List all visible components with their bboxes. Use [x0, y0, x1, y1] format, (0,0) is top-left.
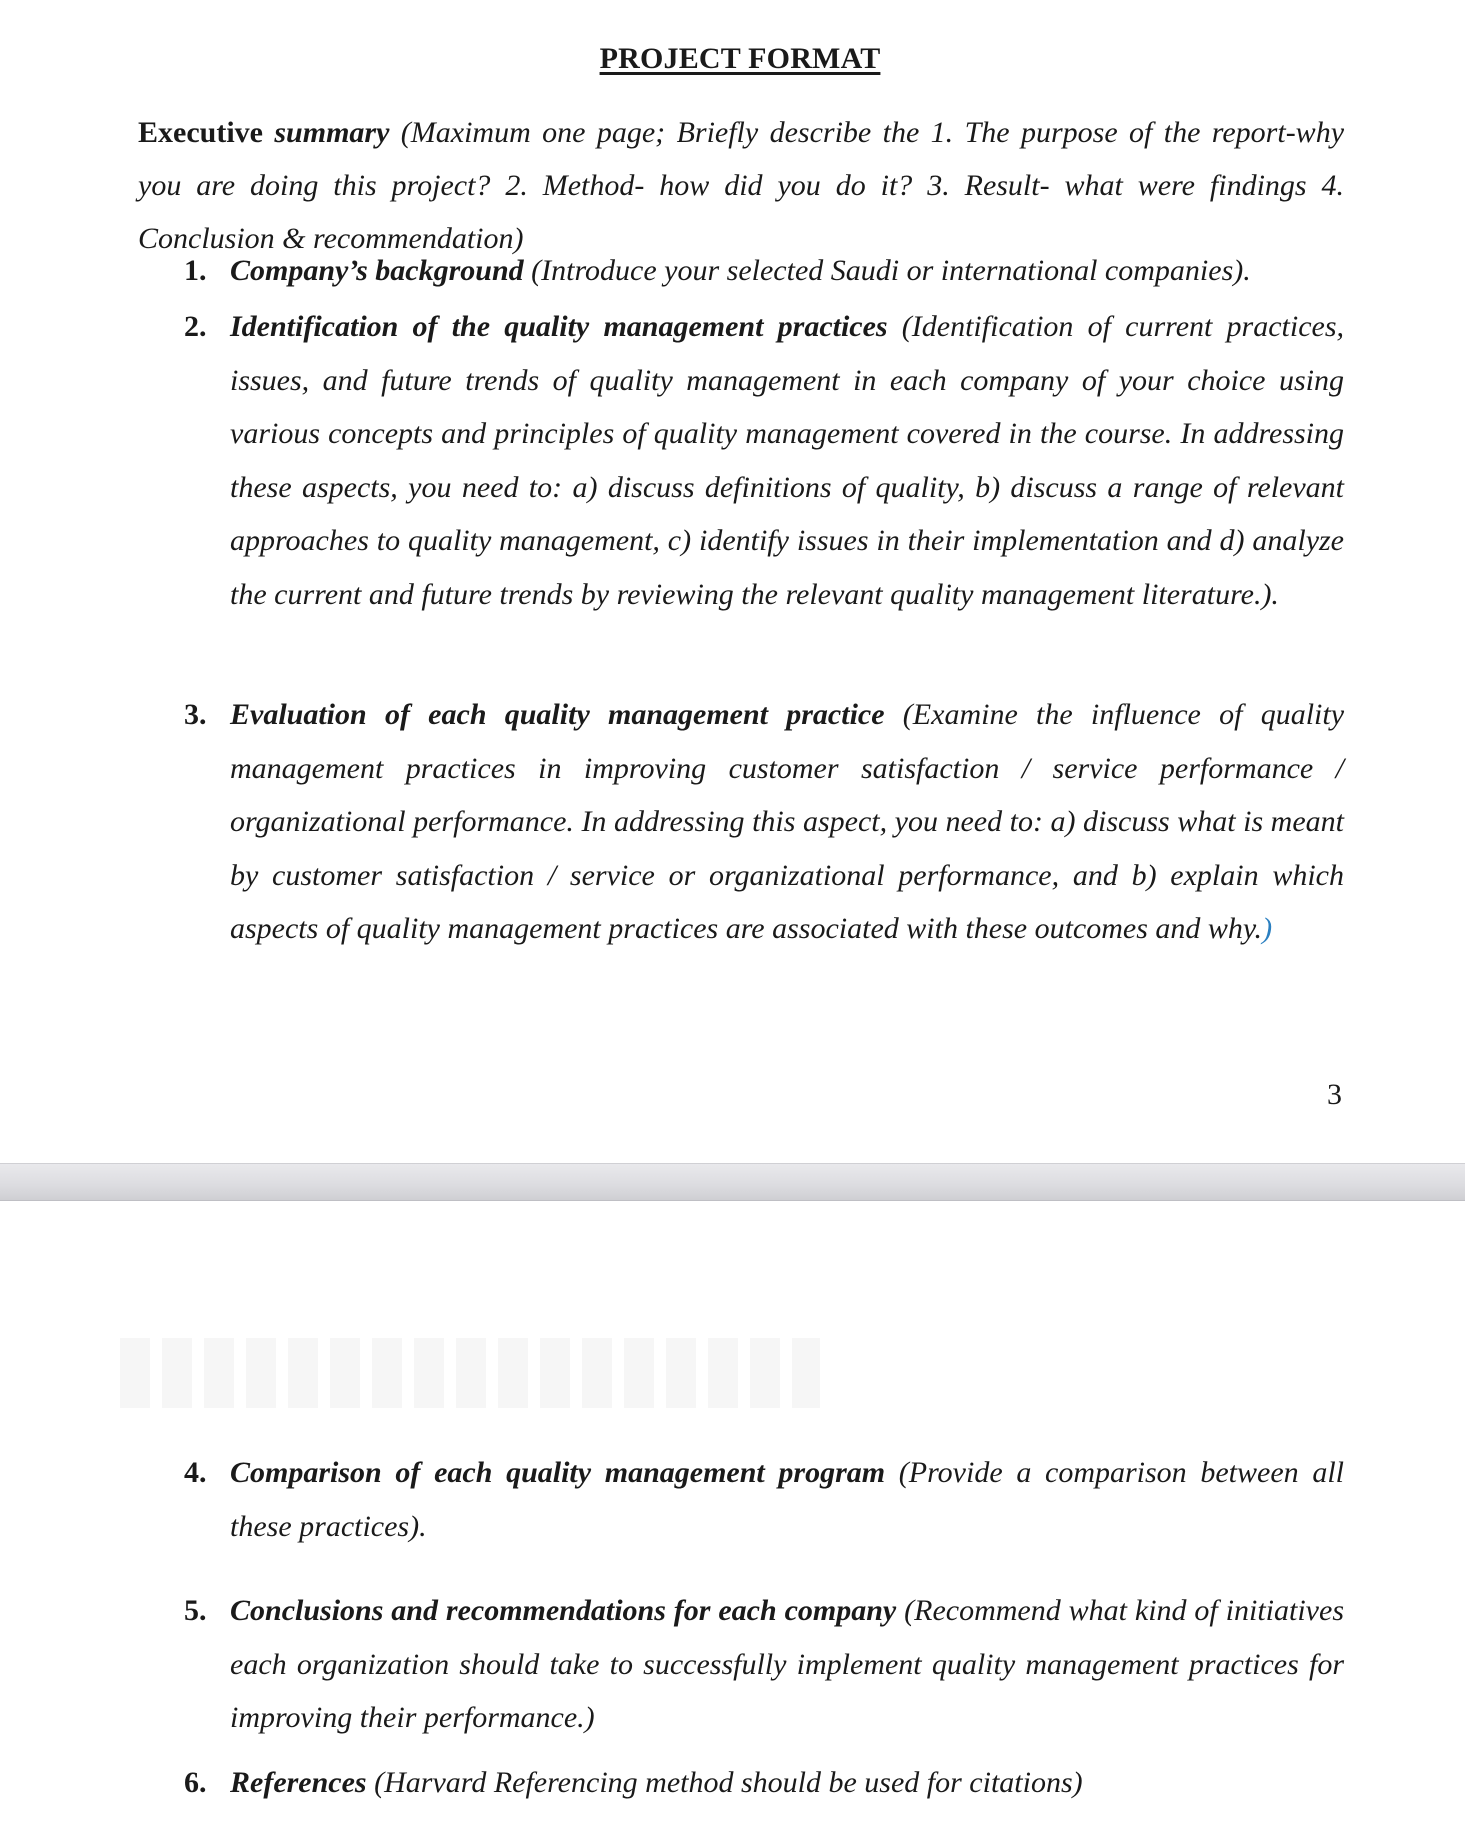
list-number: 5. [184, 1594, 207, 1627]
list-heading: Identification of the quality management practices [230, 310, 888, 343]
list-closing-paren: ) [1262, 912, 1273, 945]
list-description: (Identification of current practices, issues, and future trends of quality management in each company of your choice using various concepts and principles of quality management covered in the course. In addressing these aspects, you need to: a) discuss definitions of quality, b) discuss a range of relevant approaches to quality management, c) identify issues in their implementation and d) analyze the current and future trends by reviewing the relevant quality management literature.). [230, 310, 1345, 611]
list-description: (Examine the influence of quality management practices in improving customer satisfaction / service performance / organizational performance. In addressing this aspect, you need to: a) discuss what is meant by customer satisfaction / service or organizational performance, and b) explain which aspects of quality management practices are associated with these outcomes and why. [230, 698, 1345, 945]
exec-summary-label: Executive [138, 116, 275, 149]
list-description: (Introduce your selected Saudi or international companies). [523, 254, 1251, 287]
list-heading: Conclusions and recommendations for each company [230, 1594, 897, 1627]
list-item-6 [184, 1756, 1344, 1810]
list-number: 3. [184, 698, 207, 731]
faint-bleed-through [120, 1338, 820, 1408]
list-description: (Harvard Referencing method should be used for citations) [366, 1766, 1083, 1799]
list-description: (Recommend what kind of initiatives each organization should take to successfully implement quality management practices for improving their performance.) [230, 1594, 1344, 1734]
list-number: 1. [184, 254, 207, 287]
list-item-3 [184, 688, 1345, 956]
list-item-5 [184, 1584, 1344, 1745]
exec-summary-label-italic: summary [274, 116, 390, 149]
list-item-2 [184, 300, 1345, 621]
list-item-4 [184, 1446, 1345, 1553]
page-number: 3 [1327, 1078, 1342, 1111]
list-heading: Comparison of each quality management program [230, 1456, 886, 1489]
page-break-separator [0, 1163, 1465, 1202]
list-number: 4. [184, 1456, 207, 1489]
list-heading: Company’s background [230, 254, 524, 287]
list-number: 6. [184, 1766, 207, 1799]
list-number: 2. [184, 310, 207, 343]
list-heading: References [230, 1766, 367, 1799]
executive-summary [138, 106, 1344, 265]
list-heading: Evaluation of each quality management practice [230, 698, 885, 731]
list-description: (Provide a comparison between all these practices). [230, 1456, 1345, 1543]
exec-summary-description: (Maximum one page; Briefly describe the 1. The purpose of the report-why you are doing this project? 2. Method- how did you do it? 3. Result- what were findings 4. Conclusion & recommendation) [138, 116, 1345, 255]
list-item-1 [184, 244, 1344, 298]
page-title: PROJECT FORMAT [599, 42, 881, 75]
